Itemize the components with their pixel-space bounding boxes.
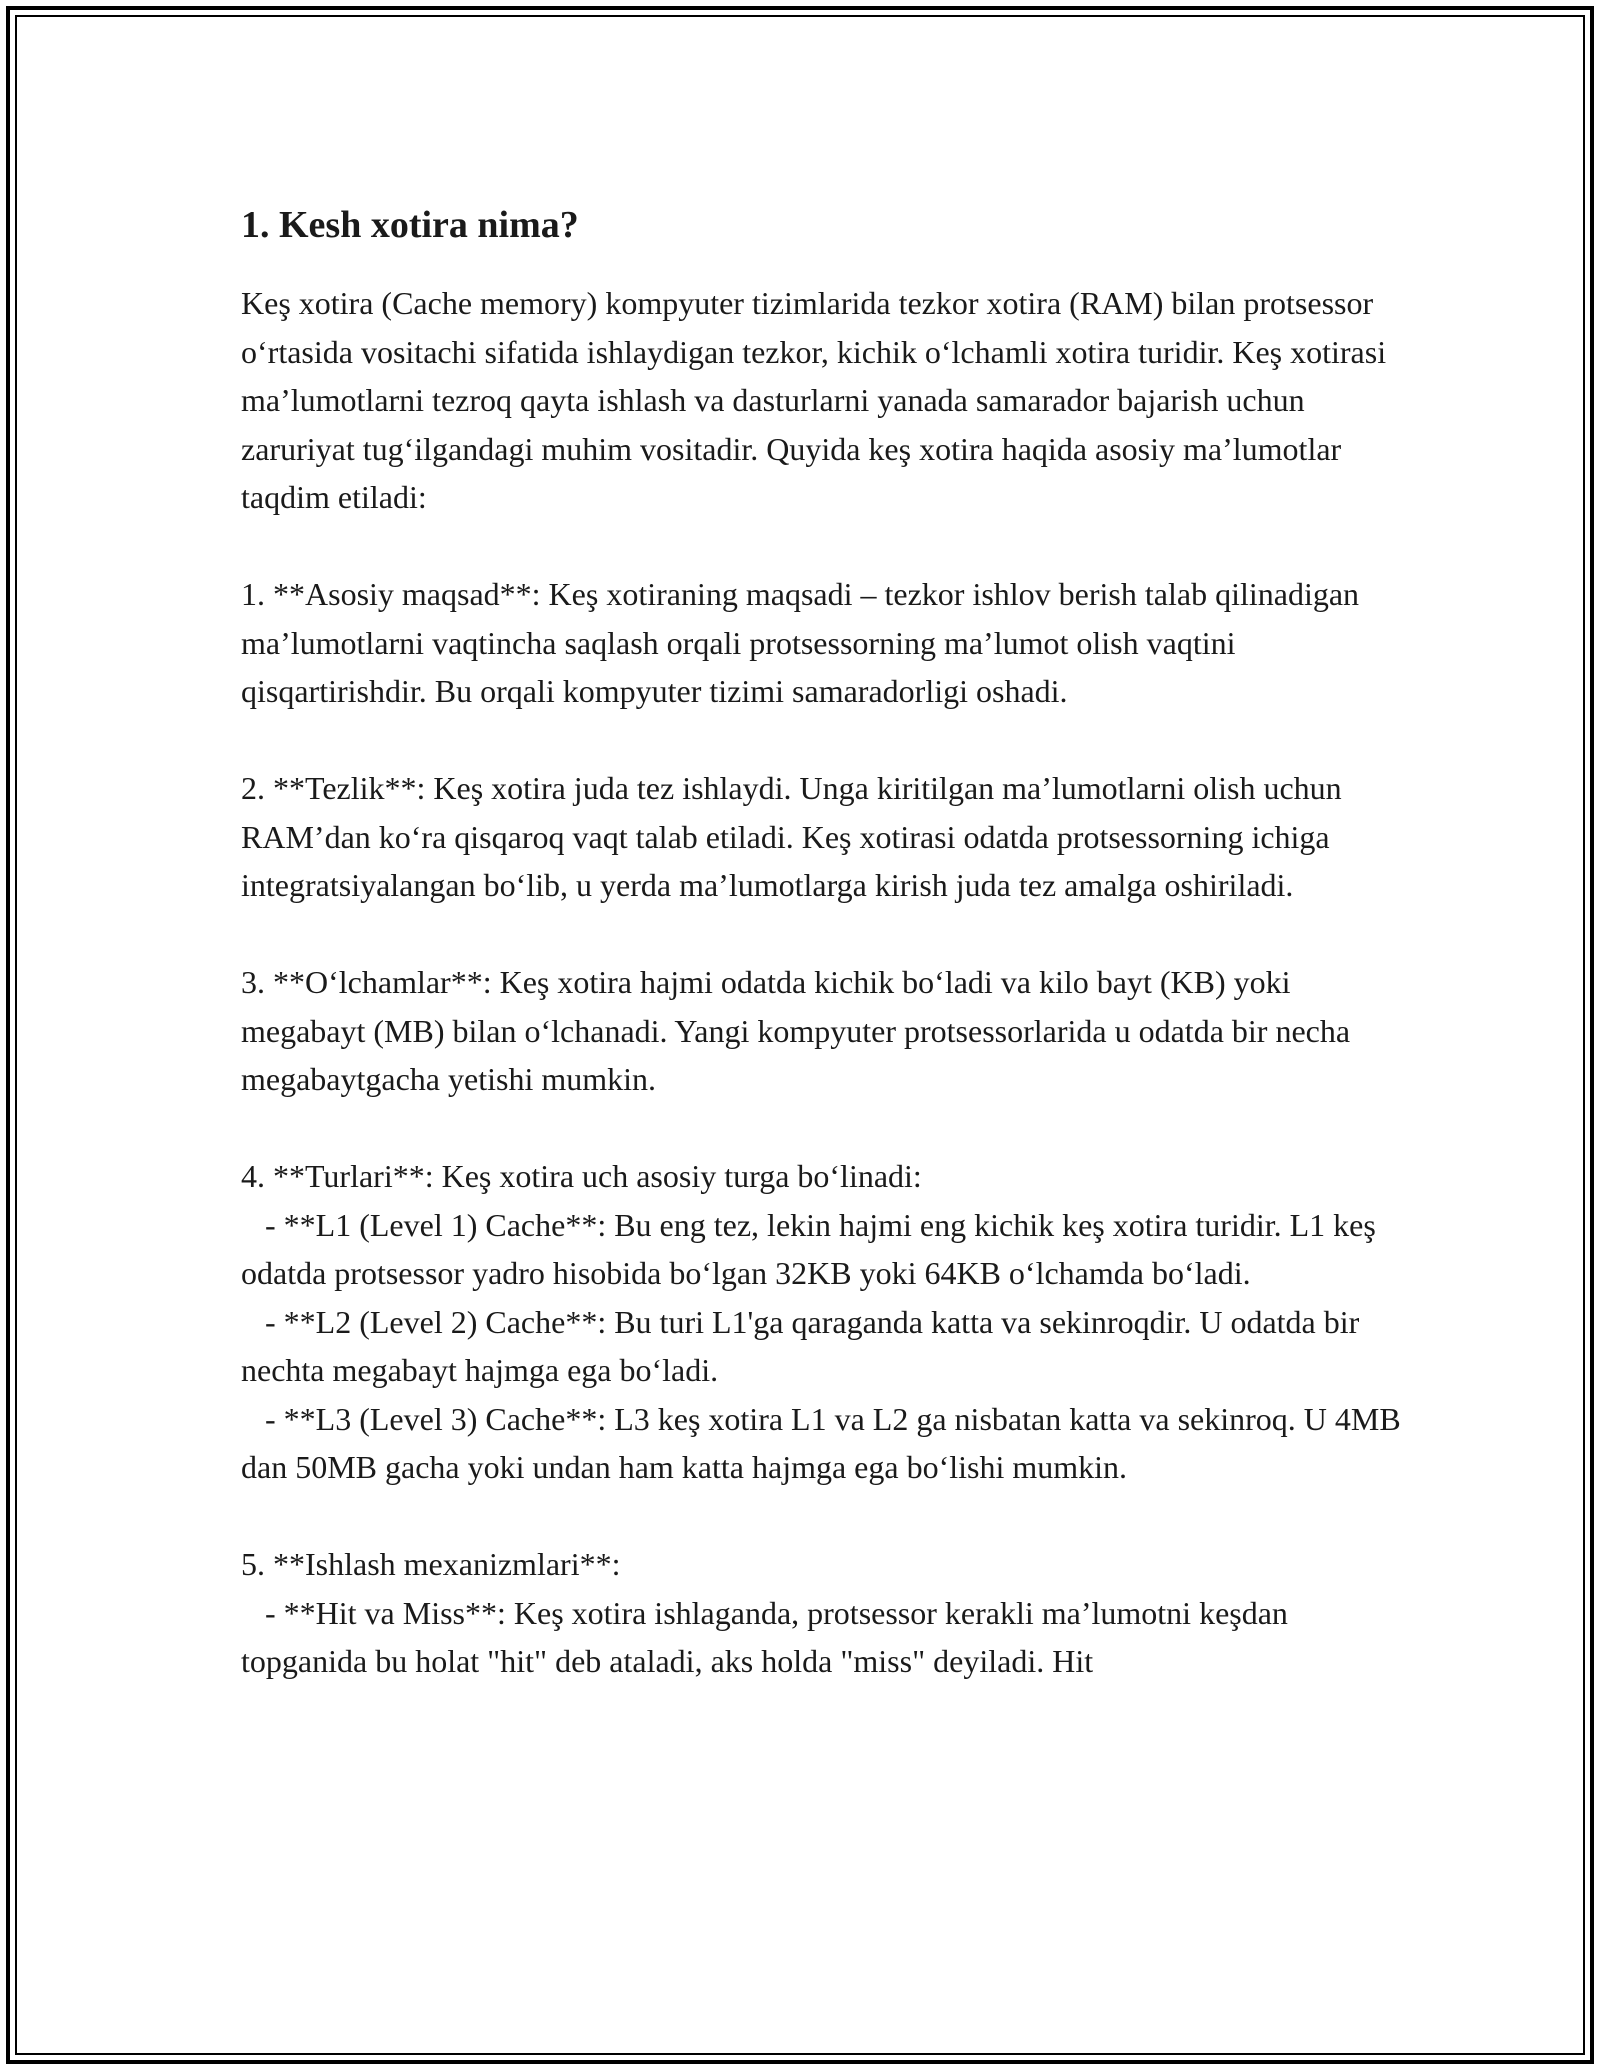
types-l2: - **L2 (Level 2) Cache**: Bu turi L1'ga qaraganda katta va sekinroqdir. U odatda bir nechta megabayt hajmga ega bo‘ladi. <box>241 1303 1368 1388</box>
mechanisms-title: 5. **Ishlash mexanizmlari**: <box>241 1546 621 1582</box>
types-l1: - **L1 (Level 1) Cache**: Bu eng tez, lekin hajmi eng kichik keş xotira turidir. L1 keş odatda protsessor yadro hisobida bo‘lgan 32KB yoki 64KB o‘lchamda bo‘ladi. <box>241 1206 1384 1291</box>
mechanisms-hit-miss: - **Hit va Miss**: Keş xotira ishlaganda, protsessor kerakli ma’lumotni keşdan topganida bu holat "hit" deb ataladi, aks holda "miss" deyiladi. Hit <box>241 1594 1296 1679</box>
document-body <box>241 195 1409 1734</box>
page-border-inner <box>15 15 1585 2055</box>
page-border <box>6 6 1594 2064</box>
types-title: 4. **Turlari**: Keş xotira uch asosiy turga bo‘linadi: <box>241 1158 922 1194</box>
item-purpose: 1. **Asosiy maqsad**: Keş xotiraning maqsadi – tezkor ishlov berish talab qilinadigan ma’lumotlarni vaqtincha saqlash orqali protsessorning ma’lumot olish vaqtini qisqartirishdir. Bu orqali kompyuter tizimi samaradorligi oshadi. <box>241 576 1360 709</box>
types-l3: - **L3 (Level 3) Cache**: L3 keş xotira L1 va L2 ga nisbatan katta va sekinroq. U 4MB dan 50MB gacha yoki undan ham katta hajmga ega bo‘lishi mumkin. <box>241 1400 1409 1485</box>
page-title: 1. Kesh xotira nima? <box>241 204 579 246</box>
item-sizes: 3. **O‘lchamlar**: Keş xotira hajmi odatda kichik bo‘ladi va kilo bayt (KB) yoki megabayt (MB) bilan o‘lchanadi. Yangi kompyuter protsessorlarida u odatda bir necha megabaytgacha yetishi mumkin. <box>241 964 1351 1097</box>
item-types <box>241 1152 1409 1492</box>
item-speed: 2. **Tezlik**: Keş xotira juda tez ishlaydi. Unga kiritilgan ma’lumotlarni olish uchun RAM’dan ko‘ra qisqaroq vaqt talab etiladi. Keş xotirasi odatda protsessorning ichiga integratsiyalangan bo‘lib, u yerda ma’lumotlarga kirish juda tez amalga oshiriladi. <box>241 770 1342 903</box>
item-mechanisms <box>241 1540 1401 1686</box>
intro-paragraph: Keş xotira (Cache memory) kompyuter tizimlarida tezkor xotira (RAM) bilan protsessor o‘rtasida vositachi sifatida ishlaydigan tezkor, kichik o‘lchamli xotira turidir. Keş xotirasi ma’lumotlarni tezroq qayta ishlash va dasturlarni yanada samarador bajarish uchun zaruriyat tug‘ilgandagi muhim vositadir. Quyida keş xotira haqida asosiy ma’lumotlar taqdim etiladi: <box>241 285 1387 515</box>
